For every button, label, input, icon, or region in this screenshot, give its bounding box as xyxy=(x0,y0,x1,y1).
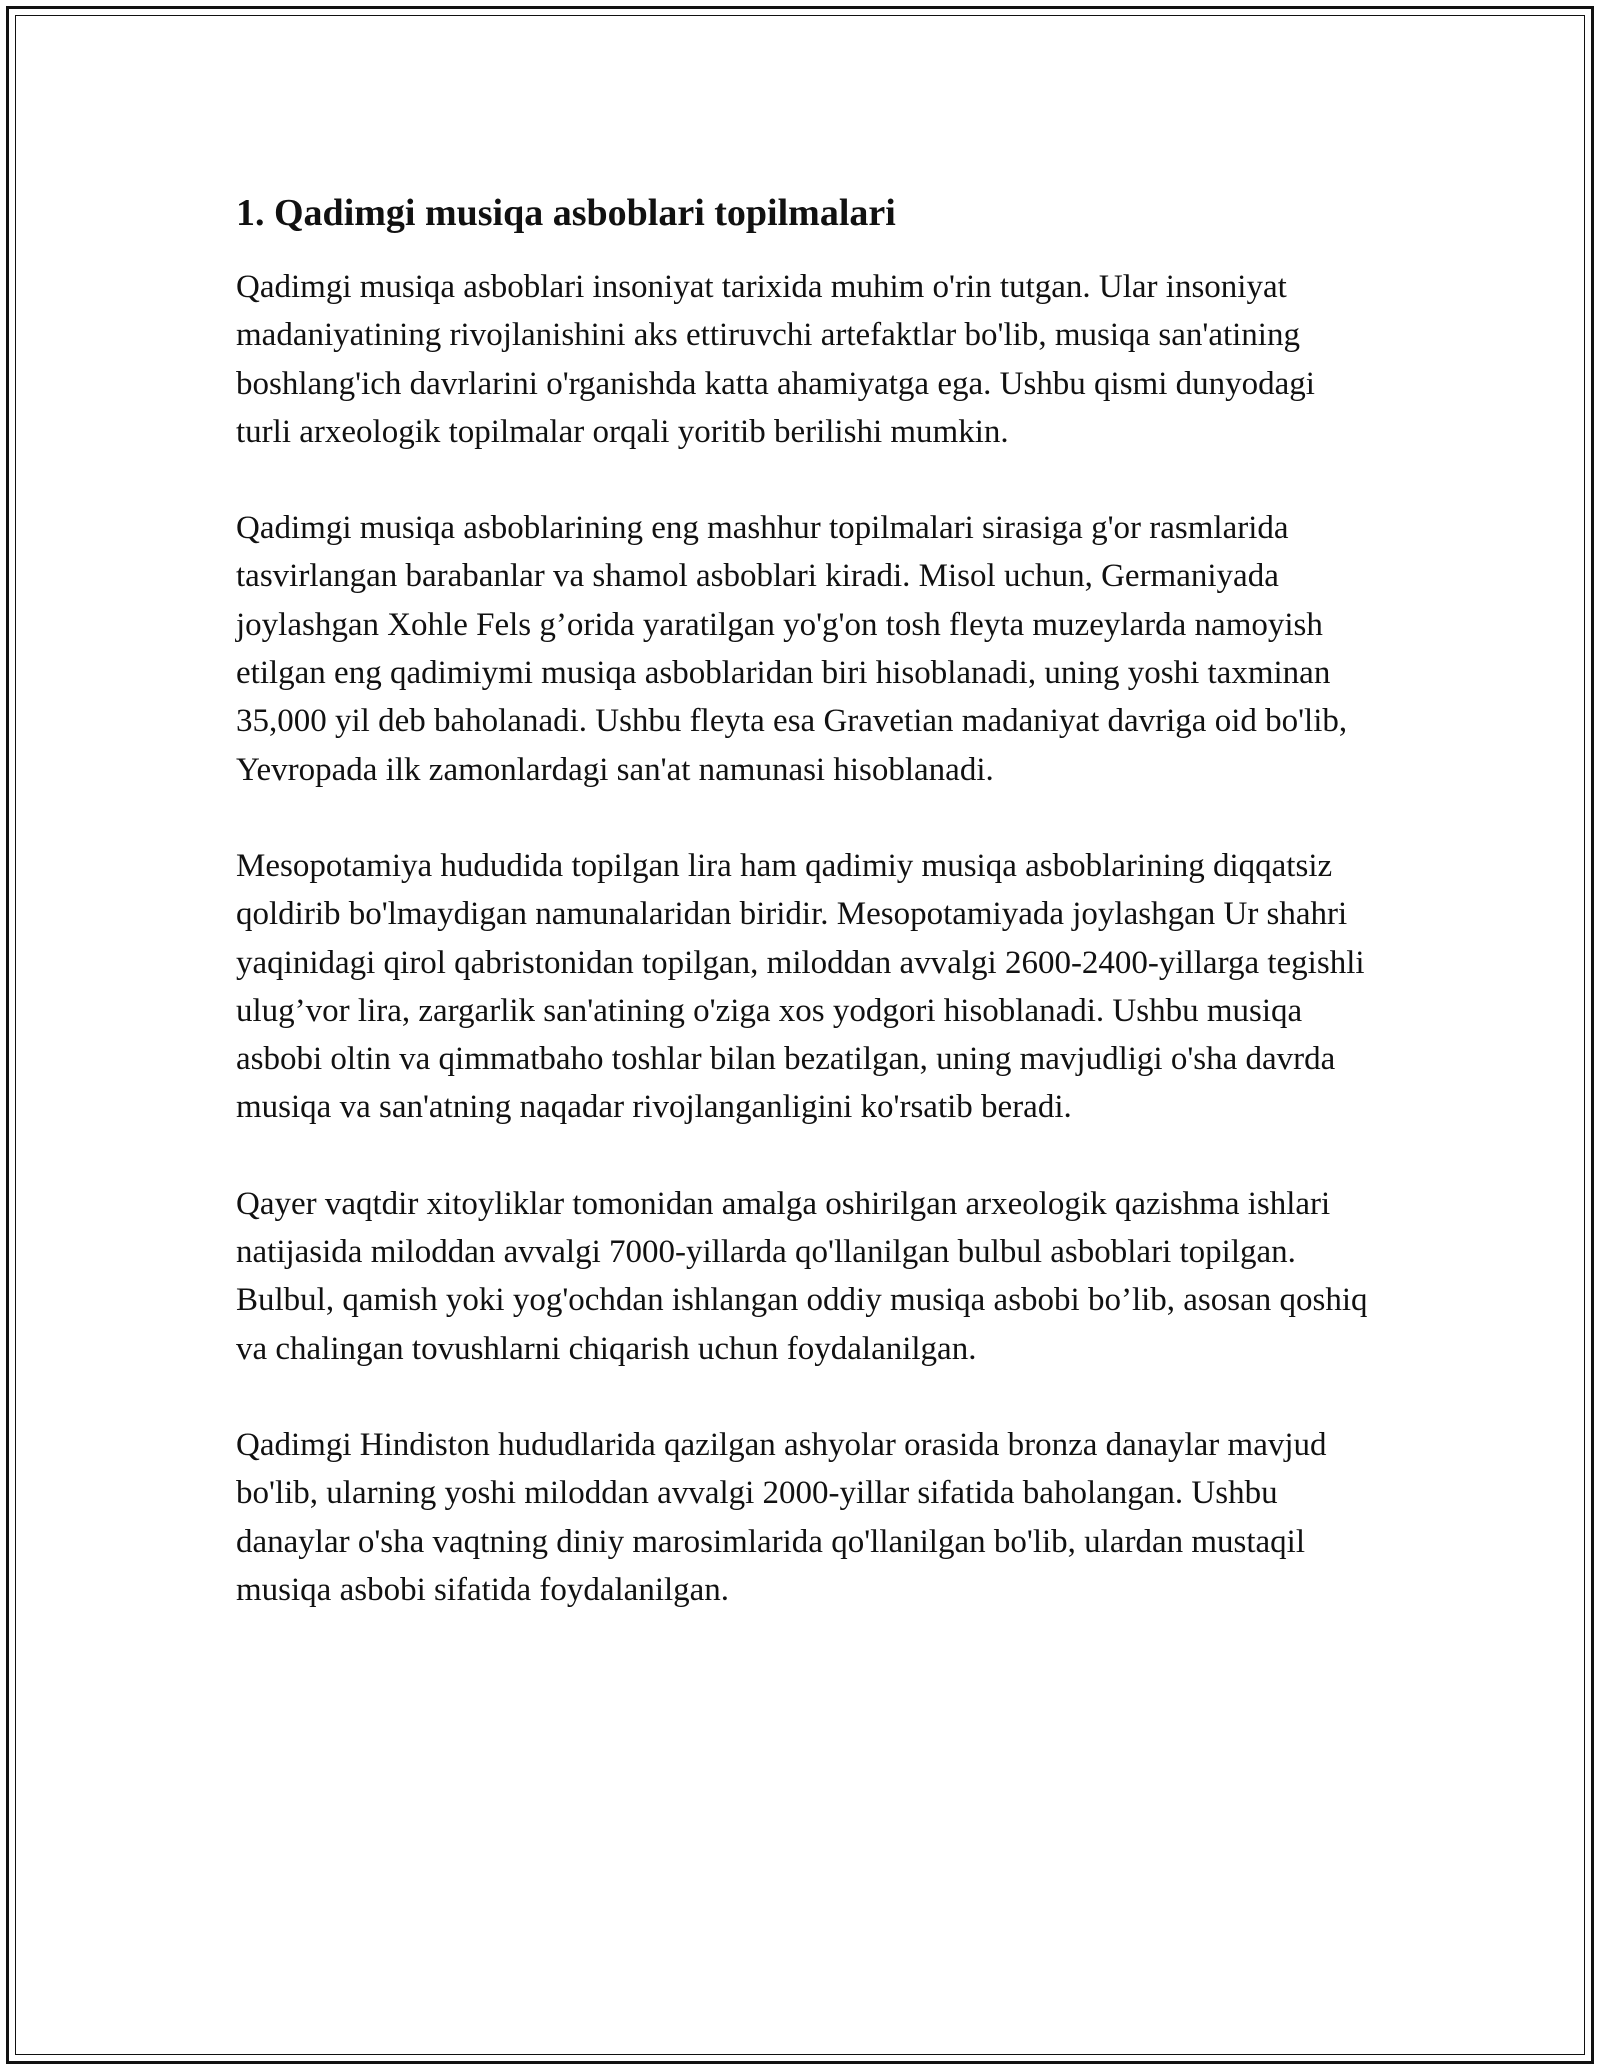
paragraph-indian-bells: Qadimgi Hindiston hududlarida qazilgan ashyolar orasida bronza danaylar mavjud bo'lib, ularning yoshi miloddan avvalgi 2000-yillar sifatida baholangan. Ushbu danaylar o'sha vaqtning diniy marosimlarida qo'llanilgan bo'lib, ulardan mustaqil musiqa asbobi sifatida foydalanilgan. xyxy=(236,1426,1327,1608)
paragraph-chinese-flutes: Qayer vaqtdir xitoyliklar tomonidan amalga oshirilgan arxeologik qazishma ishlari natijasida miloddan avvalgi 7000-yillarda qo'llanilgan bulbul asboblari topilgan. Bulbul, qamish yoki yog'ochdan ishlangan oddiy musiqa asbobi bo’lib, asosan qoshiq va chalingan tovushlarni chiqarish uchun foydalanilgan. xyxy=(236,1185,1368,1367)
paragraph-intro: Qadimgi musiqa asboblari insoniyat tarixida muhim o'rin tutgan. Ular insoniyat madaniyatining rivojlanishini aks ettiruvchi artefaktlar bo'lib, musiqa san'atining boshlang'ich davrlarini o'rganishda katta ahamiyatga ega. Ushbu qismi dunyodagi turli arxeologik topilmalar orqali yoritib berilishi mumkin. xyxy=(236,269,1315,450)
section-heading: 1. Qadimgi musiqa asboblari topilmalari xyxy=(236,192,896,234)
document-body xyxy=(236,188,1376,1662)
paragraph-mesopotamian-lyre: Mesopotamiya hududida topilgan lira ham qadimiy musiqa asboblarining diqqatsiz qoldirib bo'lmaydigan namunalaridan biridir. Mesopotamiyada joylashgan Ur shahri yaqinidagi qirol qabristonidan topilgan, miloddan avvalgi 2600-2400-yillarga tegishli ulug’vor lira, zargarlik san'atining o'ziga xos yodgori hisoblanadi. Ushbu musiqa asbobi oltin va qimmatbaho toshlar bilan bezatilgan, uning mavjudligi o'sha davrda musiqa va san'atning naqadar rivojlanganligini ko'rsatib beradi. xyxy=(236,847,1365,1126)
paragraph-cave-flute: Qadimgi musiqa asboblarining eng mashhur topilmalari sirasiga g'or rasmlarida tasvirlangan barabanlar va shamol asboblari kiradi. Misol uchun, Germaniyada joylashgan Xohle Fels g’orida yaratilgan yo'g'on tosh fleyta muzeylarda namoyish etilgan eng qadimiymi musiqa asboblaridan biri hisoblanadi, uning yoshi taxminan 35,000 yil deb baholanadi. Ushbu fleyta esa Gravetian madaniyat davriga oid bo'lib, Yevropada ilk zamonlardagi san'at namunasi hisoblanadi. xyxy=(236,510,1348,788)
